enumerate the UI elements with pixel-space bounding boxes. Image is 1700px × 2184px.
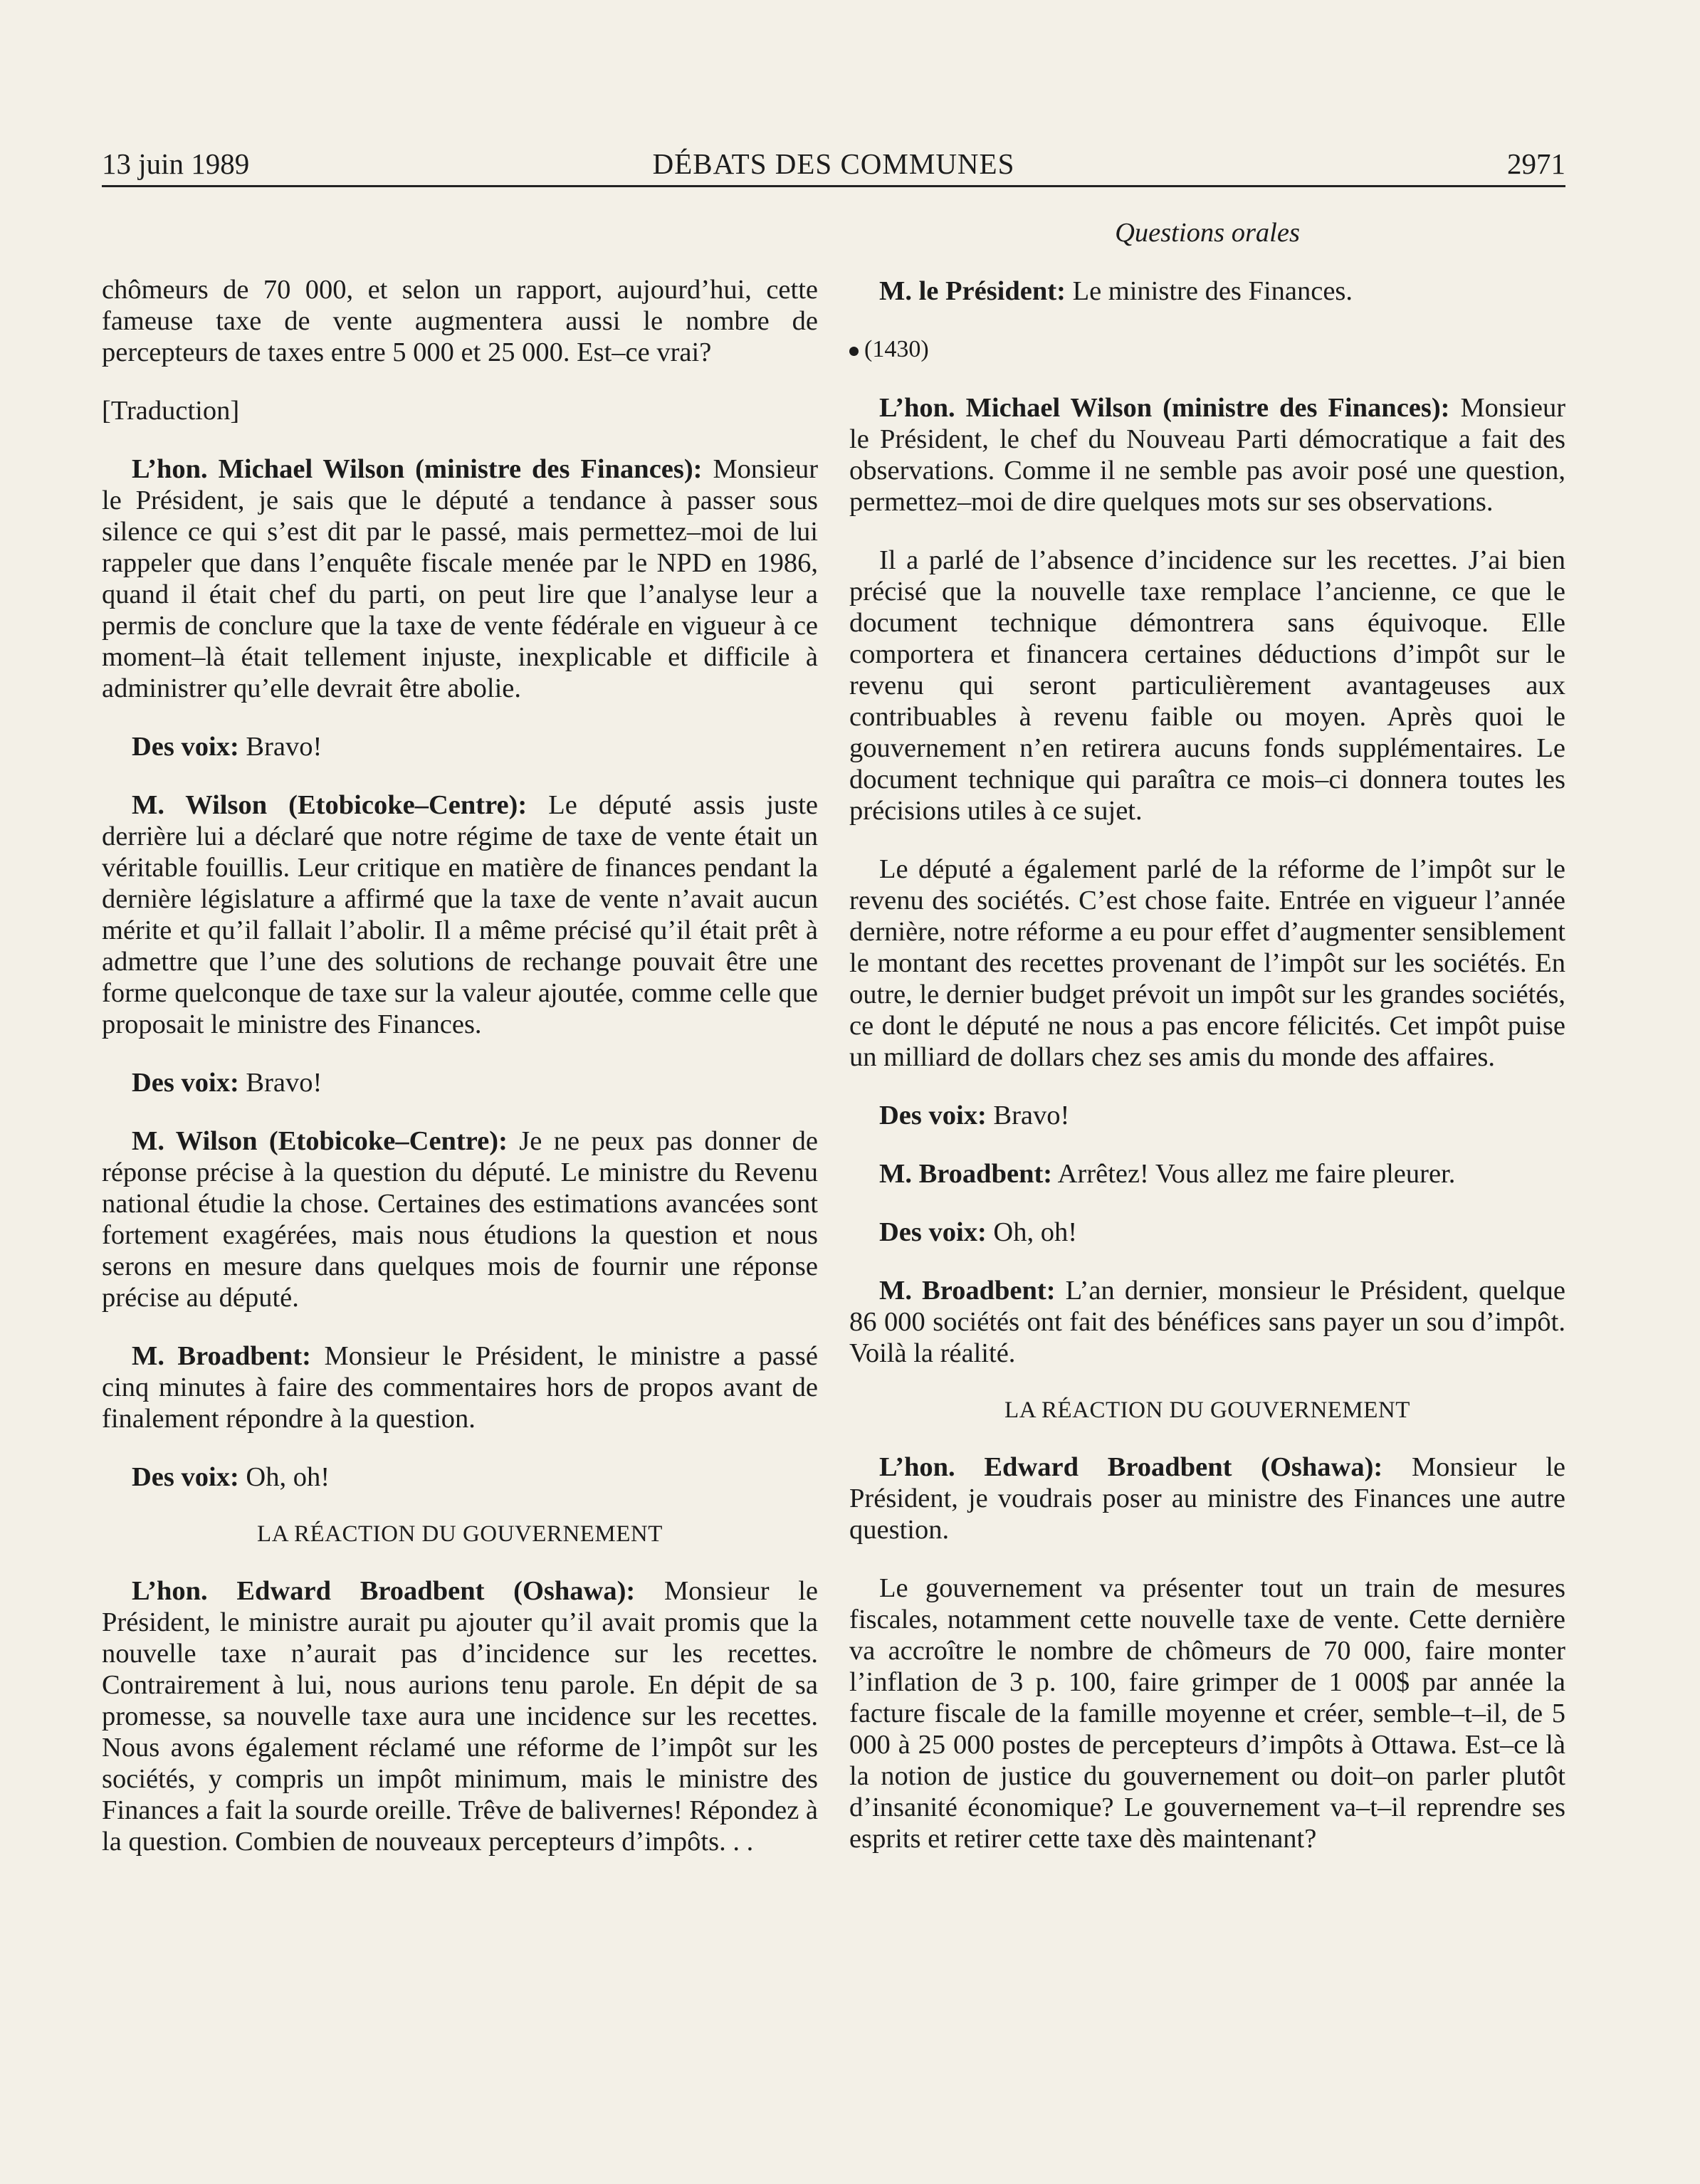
paragraph-text: Bravo! [246,732,322,762]
section-heading: LA RÉACTION DU GOUVERNEMENT [257,1521,663,1547]
paragraph [849,1573,1565,1854]
speaker-name: M. Wilson (Etobicoke–Centre): [132,790,528,820]
speaker-name: M. Wilson (Etobicoke–Centre): [132,1126,508,1156]
paragraph [102,274,818,368]
paragraph [849,275,1565,307]
paragraph-text: Le gouvernement va présenter tout un train de mesures fiscales, notamment cette nouvelle taxe de vente. Cette dernière va accroître le nombre de chômeurs de 70 000, faire monter l’inflation de 3 p. 100, faire grimper de 1 000$ par année la facture fiscale de la famille moyenne et créer, semble–t–il, de 5 000 à 25 000 postes de percepteurs d’impôts à Ottawa. Est–ce là la notion de justice du gouvernement ou doit–on parler plutôt d’insanité économique? Le gouvernement va–t–il reprendre ses esprits et retirer cette taxe dès maintenant? [849,1573,1565,1854]
speaker-name: M. Broadbent: [132,1341,311,1371]
bullet-icon [849,347,859,356]
paragraph [102,1575,818,1857]
speaker-name: L’hon. Edward Broadbent (Oshawa): [879,1452,1383,1482]
paragraph-text: Le député a également parlé de la réforme de l’impôt sur le revenu des sociétés. C’est chose faite. Entrée en vigueur l’année dernière, notre réforme a eu pour effet d’augmenter sensiblement le montant des recettes provenant de l’impôt sur les sociétés. En outre, le dernier budget prévoit un impôt sur les grandes sociétés, ce dont le député ne nous a pas encore félicités. Cet impôt puise un milliard de dollars chez ses amis du monde des affaires. [849,854,1565,1072]
paragraph [102,1461,818,1493]
paragraph-text: Le député assis juste derrière lui a déclaré que notre régime de taxe de vente était un véritable fouillis. Leur critique en matière de finances pendant la dernière législature a affirmé que la taxe de vente n’avait aucun mérite et qu’il fallait l’abolir. Il a même précisé qu’il était prêt à admettre que l’une des solutions de rechange pouvait être une forme quelconque de taxe sur la valeur ajoutée, comme celle que proposait le ministre des Finances. [102,790,818,1039]
header-title: DÉBATS DES COMMUNES [652,147,1015,180]
speaker-name: M. Broadbent: [879,1159,1053,1189]
time-marker [849,334,1565,365]
speaker-name: Des voix: [132,732,239,762]
paragraph [102,789,818,1040]
speaker-name: L’hon. Michael Wilson (ministre des Finances): [879,393,1450,423]
paragraph-text: Monsieur le Président, je sais que le député a tendance à passer sous silence ce qui s’est dit par le passé, mais permettez–moi de lui rappeler que dans l’enquête fiscale menée par le NPD en 1986, quand il était chef du parti, on peut lire que l’analyse leur a permis de conclure que la taxe de vente fédérale en vigueur à ce moment–là était tellement injuste, inexplicable et difficile à administrer qu’elle devrait être abolie. [102,454,819,703]
paragraph-text: Bravo! [993,1101,1070,1130]
paragraph [102,1125,818,1313]
section-heading: LA RÉACTION DU GOUVERNEMENT [1004,1397,1410,1423]
paragraph [102,453,818,704]
page-header [102,142,1565,184]
paragraph-text: L’an dernier, monsieur le Président, quelque 86 000 sociétés ont fait des bénéfices sans payer un sou d’impôt. Voilà la réalité. [849,1276,1565,1368]
paragraph-text: Monsieur le Président, le ministre aurait pu ajouter qu’il avait promis que la nouvelle taxe n’aurait pas d’incidence sur les recettes. Contrairement à lui, nous aurions tenu parole. En dépit de sa promesse, sa nouvelle taxe aura une incidence sur les recettes. Nous avons également réclamé une réforme de l’impôt sur les sociétés, y compris un impôt minimum, mais le ministre des Finances a fait la sourde oreille. Trêve de balivernes! Répondez à la question. Combien de nouveaux percepteurs d’impôts. . . [102,1576,819,1857]
paragraph [849,1275,1565,1369]
paragraph-text: Oh, oh! [246,1462,330,1492]
paragraph [849,854,1565,1073]
paragraph-text: Monsieur le Président, le chef du Nouveau Parti démocratique a fait des observations. Comme il ne semble pas avoir posé une question, permettez–moi de dire quelques mots sur ses observations. [849,393,1566,517]
traduction-note: [Traduction] [102,396,240,426]
left-column [102,274,818,1884]
time-text: (1430) [864,336,929,362]
speaker-name: L’hon. Michael Wilson (ministre des Finances): [132,454,703,484]
paragraph [102,1340,818,1434]
paragraph [849,1451,1565,1545]
paragraph [849,1217,1565,1248]
speaker-name: M. Broadbent: [879,1276,1056,1306]
paragraph-text: Il a parlé de l’absence d’incidence sur les recettes. J’ai bien précisé que la nouvelle taxe remplace l’ancienne, ce que le document technique démontrera sans équivoque. Elle comportera et financera certaines déductions d’impôt sur le revenu qui seront particulièrement avantageuses aux contribuables à revenu faible ou moyen. Après quoi le gouvernement n’en retirera aucuns fonds supplémentaires. Le document technique qui paraîtra ce mois–ci donnera toutes les précisions utiles à ce sujet. [849,545,1565,826]
paragraph [849,545,1565,826]
header-rule [102,185,1565,187]
paragraph [849,1158,1565,1190]
speaker-name: L’hon. Edward Broadbent (Oshawa): [132,1576,636,1606]
paragraph [849,392,1565,518]
paragraph [102,1067,818,1098]
paragraph-text: Bravo! [246,1068,322,1098]
paragraph [849,1100,1565,1131]
right-column [849,217,1565,1881]
header-page-number: 2971 [1507,147,1565,180]
speaker-name: Des voix: [879,1217,987,1247]
paragraph-text: Monsieur le Président, le ministre a passé cinq minutes à faire des commentaires hors de propos avant de finalement répondre à la question. [102,1341,819,1434]
paragraph-text: Le ministre des Finances. [1072,276,1353,306]
paragraph-text: Arrêtez! Vous allez me faire pleurer. [1057,1159,1456,1189]
speaker-name: Des voix: [132,1068,239,1098]
header-date: 13 juin 1989 [102,147,250,180]
paragraph [102,731,818,762]
speaker-name: Des voix: [879,1101,987,1130]
paragraph-text: Oh, oh! [993,1217,1078,1247]
paragraph-text: Je ne peux pas donner de réponse précise à la question du député. Le ministre du Revenu national étudie la chose. Certaines des estimations avancées sont fortement exagérées, mais nous étudions la question et nous serons en mesure dans quelques mois de fournir une réponse précise au député. [102,1126,819,1313]
speaker-name: Des voix: [132,1462,239,1492]
speaker-name: M. le Président: [879,276,1066,306]
section-subhead: Questions orales [1115,218,1300,248]
paragraph-text: Monsieur le Président, je voudrais poser au ministre des Finances une autre question. [849,1452,1565,1545]
paragraph-text: chômeurs de 70 000, et selon un rapport, aujourd’hui, cette fameuse taxe de vente augmentera aussi le nombre de percepteurs de taxes entre 5 000 et 25 000. Est–ce vrai? [102,275,818,367]
